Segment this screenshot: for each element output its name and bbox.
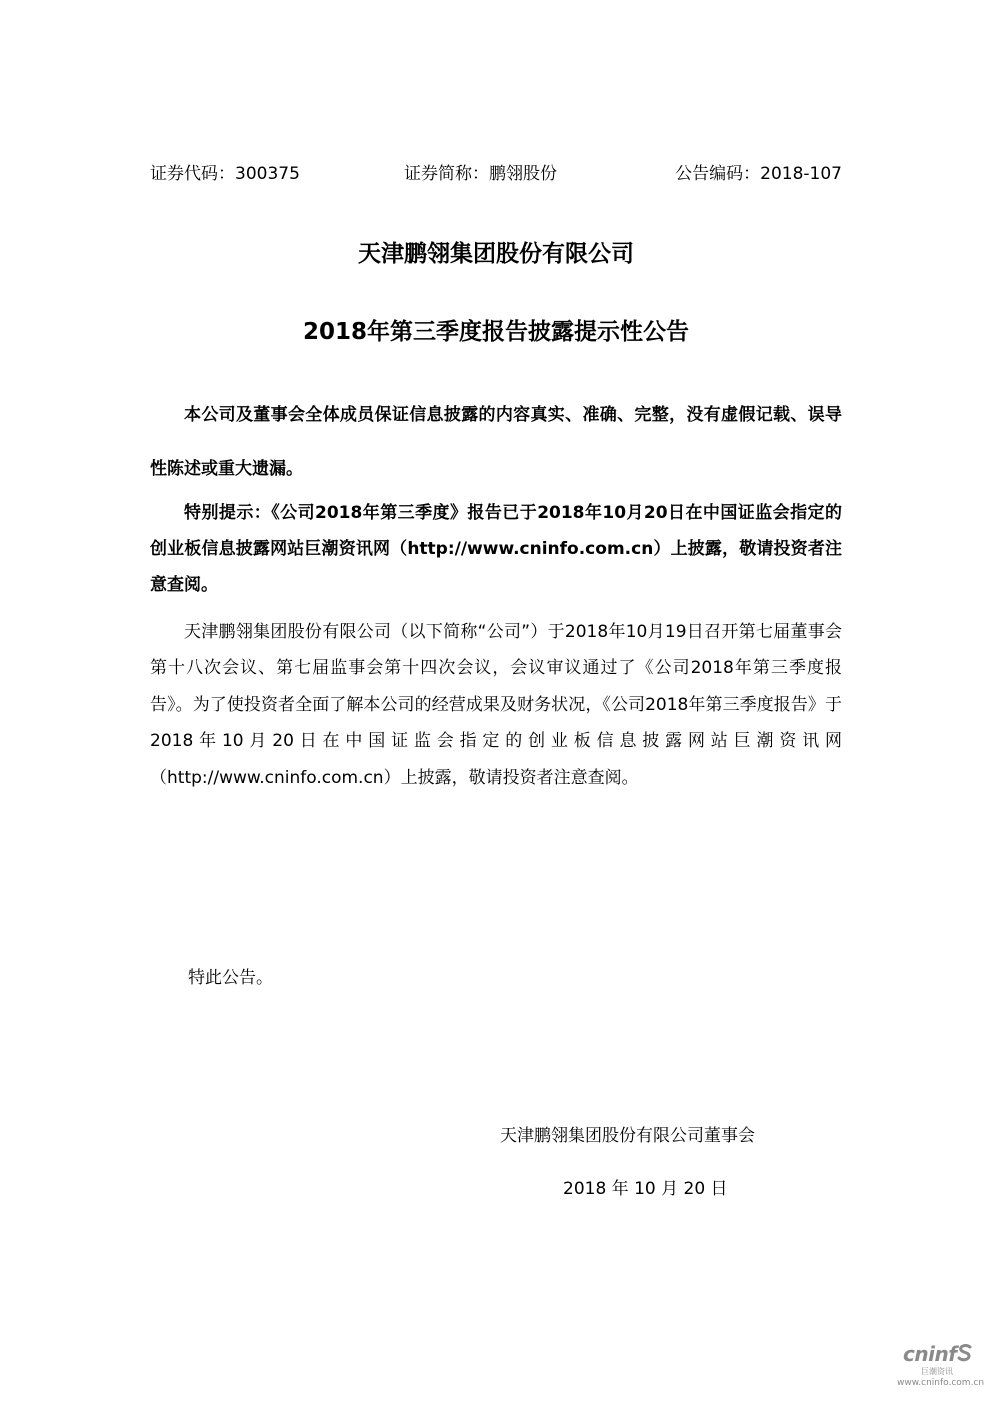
stock-abbreviation: 证券简称：鹏翎股份 [404, 164, 557, 184]
signer: 天津鹏翎集团股份有限公司董事会 [500, 1126, 755, 1146]
signing-date: 2018 年 10 月 20 日 [563, 1179, 728, 1199]
company-title: 天津鹏翎集团股份有限公司 [358, 241, 634, 267]
cninfo-swirl-icon [957, 1344, 973, 1362]
cninfo-chinese-name: 巨潮资讯 [921, 1367, 953, 1376]
body-paragraph: 天津鹏翎集团股份有限公司（以下简称“公司”）于2018年10月19日召开第七届董事会第十八次会议、第七届监事会第十四次会议，会议审议通过了《公司2018年第三季度报告》。为了使投资者全面了解本公司的经营成果及财务状况，《公司2018年第三季度报告》于2018年10月20日在中国证监会指定的创业板信息披露网站巨潮资讯网（http://www.cninfo.com.cn）上披露，敬请投资者注意查阅。 [150, 622, 842, 788]
notice-number: 公告编码：2018-107 [675, 164, 842, 184]
cninfo-watermark [893, 1338, 983, 1394]
cninfo-url: www.cninfo.com.cn [897, 1378, 985, 1388]
special-notice: 特别提示：《公司2018年第三季度》报告已于2018年10月20日在中国证监会指定的创业板信息披露网站巨潮资讯网（http://www.cninfo.com.cn）上披露，敬请投资者注意查阅。 [150, 503, 842, 595]
cninfo-logo-text: cninf [903, 1342, 957, 1366]
closing-text: 特此公告。 [188, 968, 273, 988]
notice-title: 2018年第三季度报告披露提示性公告 [302, 319, 689, 345]
stock-code: 证券代码：300375 [150, 164, 300, 184]
board-declaration: 本公司及董事会全体成员保证信息披露的内容真实、准确、完整，没有虚假记载、误导性陈述或重大遗漏。 [150, 405, 842, 479]
